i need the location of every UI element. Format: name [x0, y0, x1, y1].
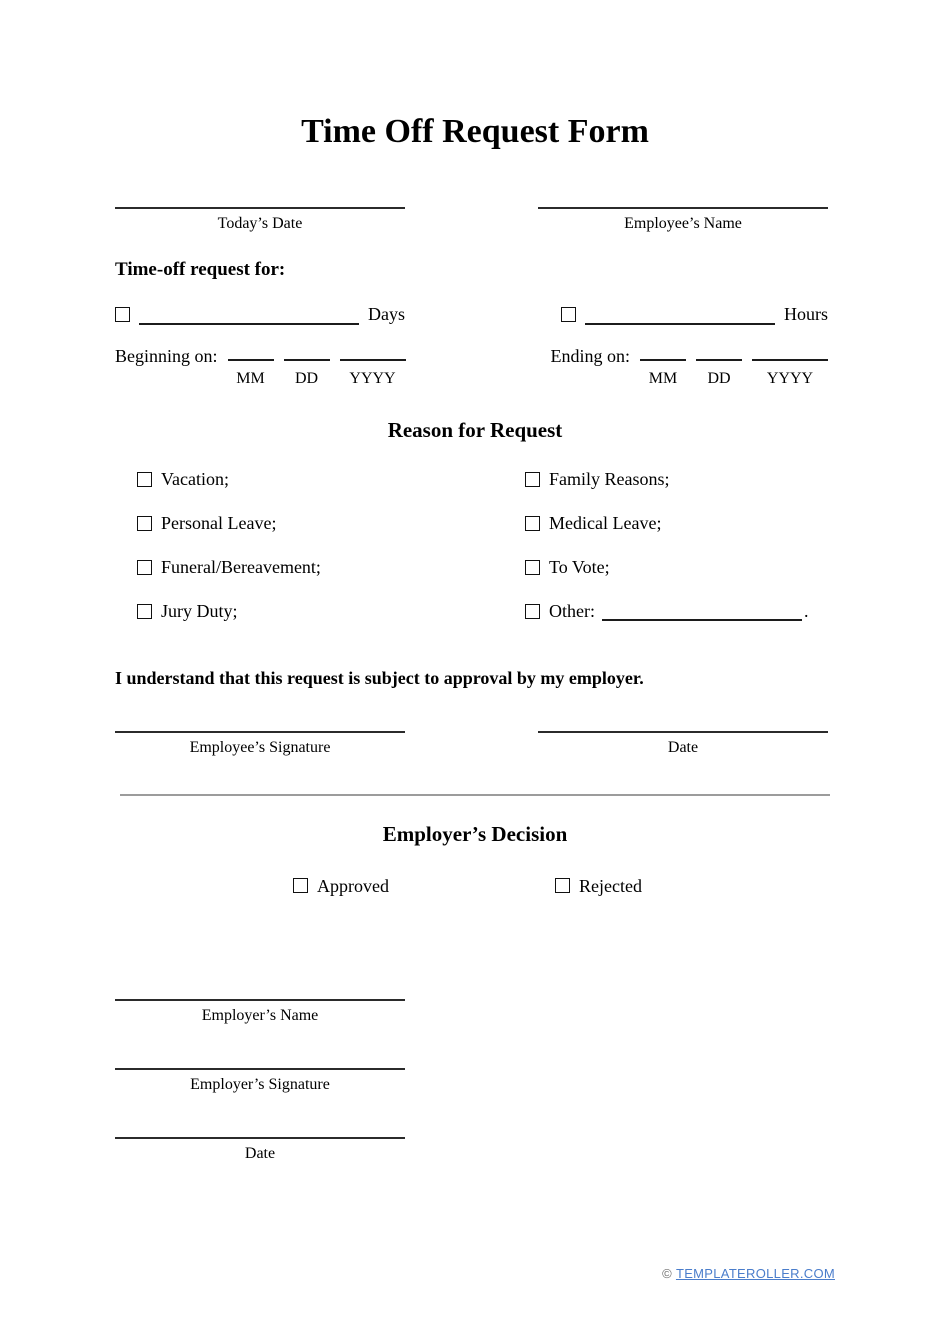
beginning-year-label: YYYY — [349, 369, 396, 387]
ending-year-blank[interactable] — [752, 345, 828, 361]
employer-signature-label: Employer’s Signature — [190, 1075, 330, 1093]
personal-leave-checkbox[interactable] — [137, 516, 152, 531]
hours-checkbox[interactable] — [561, 307, 576, 322]
beginning-on-label: Beginning on: — [115, 345, 218, 366]
employer-name-label: Employer’s Name — [201, 1006, 319, 1024]
beginning-month-field — [228, 345, 274, 390]
reason-option-to-vote — [525, 557, 808, 579]
beginning-month-blank[interactable] — [228, 345, 274, 361]
days-hours-row — [115, 303, 828, 325]
ending-on-label: Ending on: — [550, 345, 630, 366]
ending-month-blank[interactable] — [640, 345, 686, 361]
ending-day-field — [696, 345, 742, 390]
other-period: . — [803, 601, 809, 622]
time-off-request-heading: Time-off request for: — [115, 258, 286, 280]
reason-option-jury-duty — [137, 601, 525, 623]
employee-signoff-row — [115, 705, 828, 758]
family-reasons-checkbox[interactable] — [525, 472, 540, 487]
vacation-label: Vacation; — [161, 469, 229, 490]
todays-date-label: Today’s Date — [217, 214, 303, 232]
ending-year-label: YYYY — [766, 369, 814, 387]
rejected-label: Rejected — [578, 875, 642, 896]
funeral-bereavement-label: Funeral/Bereavement; — [161, 557, 321, 578]
days-label: Days — [368, 303, 405, 324]
beginning-year-blank[interactable] — [340, 345, 406, 361]
medical-leave-label: Medical Leave; — [549, 513, 662, 534]
decision-options-row — [293, 875, 950, 897]
beginning-ending-row — [115, 345, 828, 390]
other-label: Other: — [549, 601, 595, 622]
to-vote-checkbox[interactable] — [525, 560, 540, 575]
employee-signoff-date-field — [538, 705, 828, 758]
beginning-month-label: MM — [236, 369, 265, 387]
employer-date-field — [115, 1111, 405, 1164]
employee-name-label: Employee’s Name — [624, 214, 742, 232]
ending-month-label: MM — [648, 369, 678, 387]
employer-signature-field — [115, 1042, 405, 1095]
family-reasons-label: Family Reasons; — [549, 469, 670, 490]
todays-date-line[interactable] — [115, 181, 405, 209]
hours-label: Hours — [784, 303, 828, 324]
reason-option-personal-leave — [137, 513, 525, 535]
beginning-day-blank[interactable] — [284, 345, 330, 361]
jury-duty-checkbox[interactable] — [137, 604, 152, 619]
section-divider — [120, 794, 830, 796]
footer — [662, 1266, 835, 1281]
employee-signoff-date-label: Date — [667, 738, 699, 756]
days-choice — [115, 303, 405, 325]
beginning-year-field — [340, 345, 406, 390]
employee-signoff-date-line[interactable] — [538, 705, 828, 733]
employee-name-field — [538, 181, 828, 234]
beginning-date-group — [115, 345, 406, 390]
employee-signature-field — [115, 705, 405, 758]
reason-option-family-reasons — [525, 469, 808, 491]
employer-name-field — [115, 973, 405, 1026]
to-vote-label: To Vote; — [549, 557, 610, 578]
approval-acknowledgement-text: I understand that this request is subject to approval by my employer. — [115, 667, 644, 688]
ending-year-field — [752, 345, 828, 390]
beginning-day-label: DD — [294, 369, 319, 387]
ending-day-label: DD — [707, 369, 731, 387]
days-blank-line[interactable] — [139, 307, 359, 325]
todays-date-field — [115, 181, 405, 234]
reason-for-request-heading: Reason for Request — [387, 417, 563, 442]
employer-signature-line[interactable] — [115, 1042, 405, 1070]
decision-option-approved — [293, 875, 389, 897]
jury-duty-label: Jury Duty; — [161, 601, 238, 622]
hours-choice — [561, 303, 828, 325]
reason-options — [137, 469, 840, 623]
other-checkbox[interactable] — [525, 604, 540, 619]
days-checkbox[interactable] — [115, 307, 130, 322]
rejected-checkbox[interactable] — [555, 878, 570, 893]
employer-name-line[interactable] — [115, 973, 405, 1001]
employee-name-line[interactable] — [538, 181, 828, 209]
employer-date-line[interactable] — [115, 1111, 405, 1139]
header-fields-row — [115, 181, 828, 234]
templateroller-link[interactable]: TEMPLATEROLLER.COM — [675, 1266, 835, 1281]
approved-label: Approved — [317, 875, 389, 896]
employer-signoff-section — [0, 973, 950, 1164]
reason-options-left-column — [137, 469, 525, 623]
employers-decision-heading: Employer’s Decision — [382, 821, 568, 846]
approved-checkbox[interactable] — [293, 878, 308, 893]
decision-option-rejected — [555, 875, 642, 897]
funeral-bereavement-checkbox[interactable] — [137, 560, 152, 575]
employer-date-label: Date — [244, 1144, 276, 1162]
other-blank-line[interactable] — [602, 603, 802, 621]
reason-option-vacation — [137, 469, 525, 491]
employee-signature-line[interactable] — [115, 705, 405, 733]
beginning-day-field — [284, 345, 330, 390]
page-title: Time Off Request Form — [301, 113, 649, 150]
copyright-symbol: © — [662, 1266, 672, 1281]
ending-month-field — [640, 345, 686, 390]
reason-option-funeral-bereavement — [137, 557, 525, 579]
ending-date-group — [551, 345, 829, 390]
reason-option-medical-leave — [525, 513, 808, 535]
vacation-checkbox[interactable] — [137, 472, 152, 487]
medical-leave-checkbox[interactable] — [525, 516, 540, 531]
ending-day-blank[interactable] — [696, 345, 742, 361]
reason-options-right-column — [525, 469, 808, 623]
employee-signature-label: Employee’s Signature — [189, 738, 331, 756]
personal-leave-label: Personal Leave; — [161, 513, 277, 534]
reason-option-other — [525, 601, 808, 623]
hours-blank-line[interactable] — [585, 307, 775, 325]
